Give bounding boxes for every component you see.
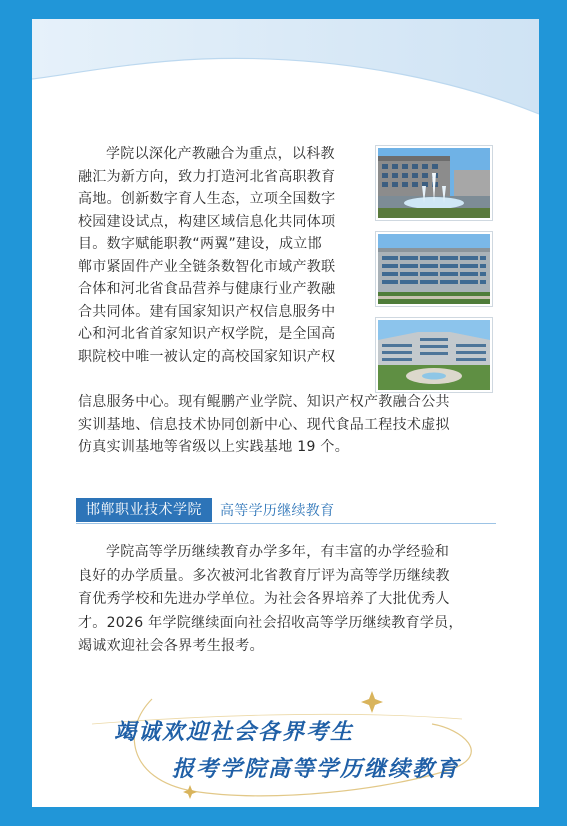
continuing-line: 学院高等学历继续教育办学多年，有丰富的办学经验和: [106, 544, 450, 560]
intro-line: 目。数字赋能职教“两翼”建设，成立邯: [78, 236, 322, 252]
intro-line: 仿真实训基地等省级以上实践基地 19 个。: [78, 439, 350, 455]
continuing-line: 良好的办学质量。多次被河北省教育厅评为高等学历继续教: [78, 567, 450, 584]
intro-line: 合体和河北省食品营养与健康行业产教融: [78, 281, 336, 297]
section-divider: [76, 523, 496, 524]
section-subtitle: 高等学历继续教育: [220, 503, 335, 519]
continuing-education-paragraph: [78, 541, 498, 659]
slogan-area: [32, 669, 539, 807]
intro-line: 融汇为新方向，致力打造河北省高职教育: [78, 168, 336, 185]
slogan-line-2: 报考学院高等学历继续教育: [172, 756, 461, 782]
intro-line: 信息服务中心。现有鲲鹏产业学院、知识产权产教融合公共: [78, 394, 450, 410]
campus-photo-fountain: [376, 146, 492, 220]
intro-paragraph: [78, 143, 408, 368]
intro-line: 高地。创新数字育人生态，立项全国数字: [78, 191, 336, 207]
intro-line: 实训基地、信息技术协同创新中心、现代食品工程技术虚拟: [78, 416, 450, 433]
top-wave-decoration: [32, 19, 539, 129]
slogan-line-1: 竭诚欢迎社会各界考生: [114, 719, 355, 745]
intro-line: 校园建设试点，构建区域信息化共同体项: [78, 213, 336, 230]
intro-paragraph-tail: [78, 391, 498, 459]
section-heading: [76, 498, 334, 522]
continuing-line: 竭诚欢迎社会各界考生报考。: [78, 638, 264, 654]
campus-photo-building: [376, 232, 492, 306]
intro-line: 合共同体。建有国家知识产权信息服务中: [78, 303, 336, 320]
continuing-line: 才。2026 年学院继续面向社会招收高等学历继续教育学员，: [78, 614, 463, 631]
poster-card: [32, 19, 539, 807]
campus-photo-courtyard: [376, 318, 492, 392]
intro-line: 职院校中唯一被认定的高校国家知识产权: [78, 348, 336, 365]
continuing-line: 育优秀学校和先进办学单位。为社会各界培养了大批优秀人: [78, 591, 450, 607]
section-tag-school-name: 邯郸职业技术学院: [76, 498, 212, 522]
intro-line: 学院以深化产教融合为重点，以科教: [106, 146, 335, 162]
intro-line: 心和河北省首家知识产权学院，是全国高: [78, 326, 336, 342]
intro-line: 郸市紧固件产业全链条数智化市域产教联: [78, 258, 336, 275]
